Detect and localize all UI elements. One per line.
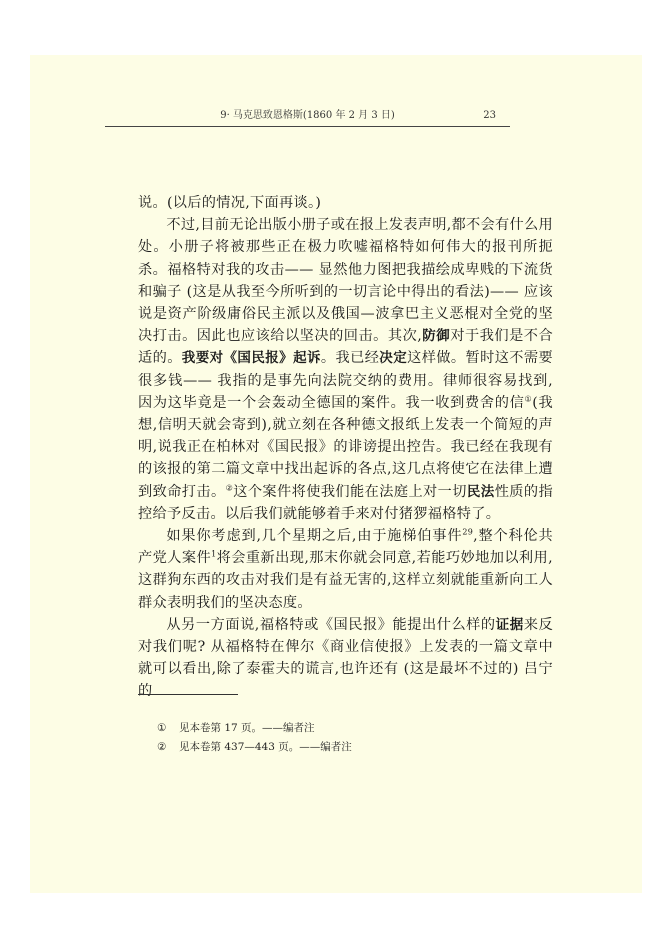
paragraph [138, 192, 553, 214]
text-run: 对于我们是不合适的。 [138, 328, 553, 367]
emphasis-text: 民法 [466, 483, 495, 500]
header-title: 9· 马克思致恩格斯(1860 年 2 月 3 日) [220, 110, 395, 121]
text-run: (我想,信明天就会寄到),就立刻在各种德文报纸上发表一个简短的声明,说我正在柏林对《国民报》的诽谤提出控告。我已经在我现有的该报的第二篇文章中找出起诉的各点,这几点将使它在法律上遭到致命打击。 [138, 394, 553, 500]
footnote [157, 738, 537, 757]
running-header [105, 109, 510, 123]
text-run: 如果你考虑到,几个星期之后,由于施梯伯事件 [166, 528, 463, 545]
paragraph [138, 614, 553, 703]
footnote-ref: 29 [462, 527, 474, 537]
page-number: 23 [483, 110, 496, 121]
text-run: 。我已经 [320, 350, 380, 367]
footnote-mark: ① [157, 722, 167, 734]
paragraph [138, 525, 553, 614]
footnote-ref: ② [225, 482, 234, 492]
header-rule [105, 126, 510, 127]
footnote-ref: ① [524, 394, 533, 404]
text-run: 将会重新出现,那末你就会同意,若能巧妙地加以利用,这群狗东西的攻击对我们是有益无害的,这样立刻就能重新向工人群众表明我们的坚决态度。 [138, 550, 553, 611]
footnote-ref: 1 [211, 549, 217, 559]
footnote-mark: ② [157, 741, 167, 753]
paragraph [138, 214, 553, 525]
text-run: ,整个科伦共产党人案件 [138, 528, 554, 567]
footnotes [157, 719, 537, 757]
footnote-text: 见本卷第 437—443 页。——编者注 [179, 741, 352, 753]
footnote [157, 719, 537, 738]
emphasis-text: 决定 [379, 350, 408, 367]
text-run: 来反对我们呢? 从福格特在俾尔《商业信使报》上发表的一篇文章中就可以看出,除了泰霍夫的谎言,也许还有 (这是最坏不过的) 吕宁的 [138, 616, 553, 700]
footnote-rule [138, 694, 238, 695]
text-run: 说。(以后的情况,下面再谈。) [138, 195, 322, 211]
emphasis-text: 证据 [495, 616, 524, 633]
emphasis-text: 防御 [422, 328, 451, 345]
body-text [138, 192, 553, 703]
footnote-text: 见本卷第 17 页。——编者注 [179, 722, 315, 734]
text-run: 性质的指控给予反击。以后我们就能够着手来对付猪猡福格特了。 [138, 483, 553, 522]
text-run: 这个案件将使我们能在法庭上对一切 [233, 483, 467, 500]
emphasis-text: 我要对《国民报》起诉 [181, 350, 321, 367]
text-run: 不过,目前无论出版小册子或在报上发表声明,都不会有什么用处。小册子将被那些正在极力吹嘘福格特如何伟大的报刊所扼杀。福格特对我的攻击—— 显然他力图把我描绘成卑贱的下流货和骗子 (这是从我至今所听到的一切言论中得出的看法)—— 应该说是资产阶级庸俗民主派以及俄国—波拿巴主义恶棍对全党的坚决打击。因此也应该给以坚决的回击。其次, [138, 217, 553, 345]
text-run: 从另一方面说,福格特或《国民报》能提出什么样的 [166, 616, 496, 633]
text-run: 这样做。暂时这不需要很多钱—— 我指的是事先向法院交纳的费用。律师很容易找到,因为这毕竟是一个会轰动全德国的案件。我一收到费舍的信 [138, 350, 553, 411]
